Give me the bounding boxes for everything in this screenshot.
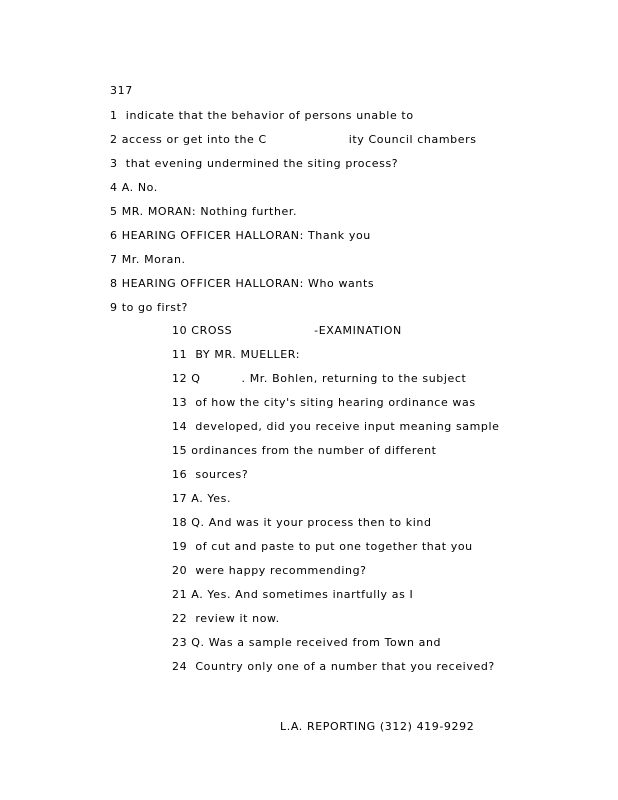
transcript-line-18: 18 Q. And was it your process then to kind <box>172 516 432 529</box>
transcript-line-12: 12 Q . Mr. Bohlen, returning to the subject <box>172 372 467 385</box>
page-number: 317 <box>110 84 133 97</box>
transcript-line-13: 13 of how the city's siting hearing ordinance was <box>172 396 476 409</box>
transcript-line-21: 21 A. Yes. And sometimes inartfully as I <box>172 588 414 601</box>
transcript-line-24: 24 Country only one of a number that you received? <box>172 660 495 673</box>
transcript-line-14: 14 developed, did you receive input meaning sample <box>172 420 500 433</box>
transcript-line-23: 23 Q. Was a sample received from Town and <box>172 636 442 649</box>
transcript-line-6: 6 HEARING OFFICER HALLORAN: Thank you <box>110 229 371 242</box>
transcript-line-2: 2 access or get into the C ity Council chambers <box>110 133 477 146</box>
transcript-line-16: 16 sources? <box>172 468 249 481</box>
reporter-footer: L.A. REPORTING (312) 419-9292 <box>280 720 475 733</box>
transcript-line-3: 3 that evening undermined the siting process? <box>110 157 399 170</box>
transcript-line-4: 4 A. No. <box>110 181 158 194</box>
transcript-line-17: 17 A. Yes. <box>172 492 232 505</box>
transcript-line-11: 11 BY MR. MUELLER: <box>172 348 300 361</box>
transcript-line-8: 8 HEARING OFFICER HALLORAN: Who wants <box>110 277 375 290</box>
transcript-line-10: 10 CROSS -EXAMINATION <box>172 324 402 337</box>
transcript-line-7: 7 Mr. Moran. <box>110 253 186 266</box>
transcript-line-20: 20 were happy recommending? <box>172 564 367 577</box>
transcript-line-22: 22 review it now. <box>172 612 280 625</box>
transcript-line-5: 5 MR. MORAN: Nothing further. <box>110 205 298 218</box>
transcript-line-19: 19 of cut and paste to put one together that you <box>172 540 473 553</box>
transcript-line-1: 1 indicate that the behavior of persons unable to <box>110 109 414 122</box>
transcript-line-15: 15 ordinances from the number of different <box>172 444 437 457</box>
transcript-line-9: 9 to go first? <box>110 301 188 314</box>
